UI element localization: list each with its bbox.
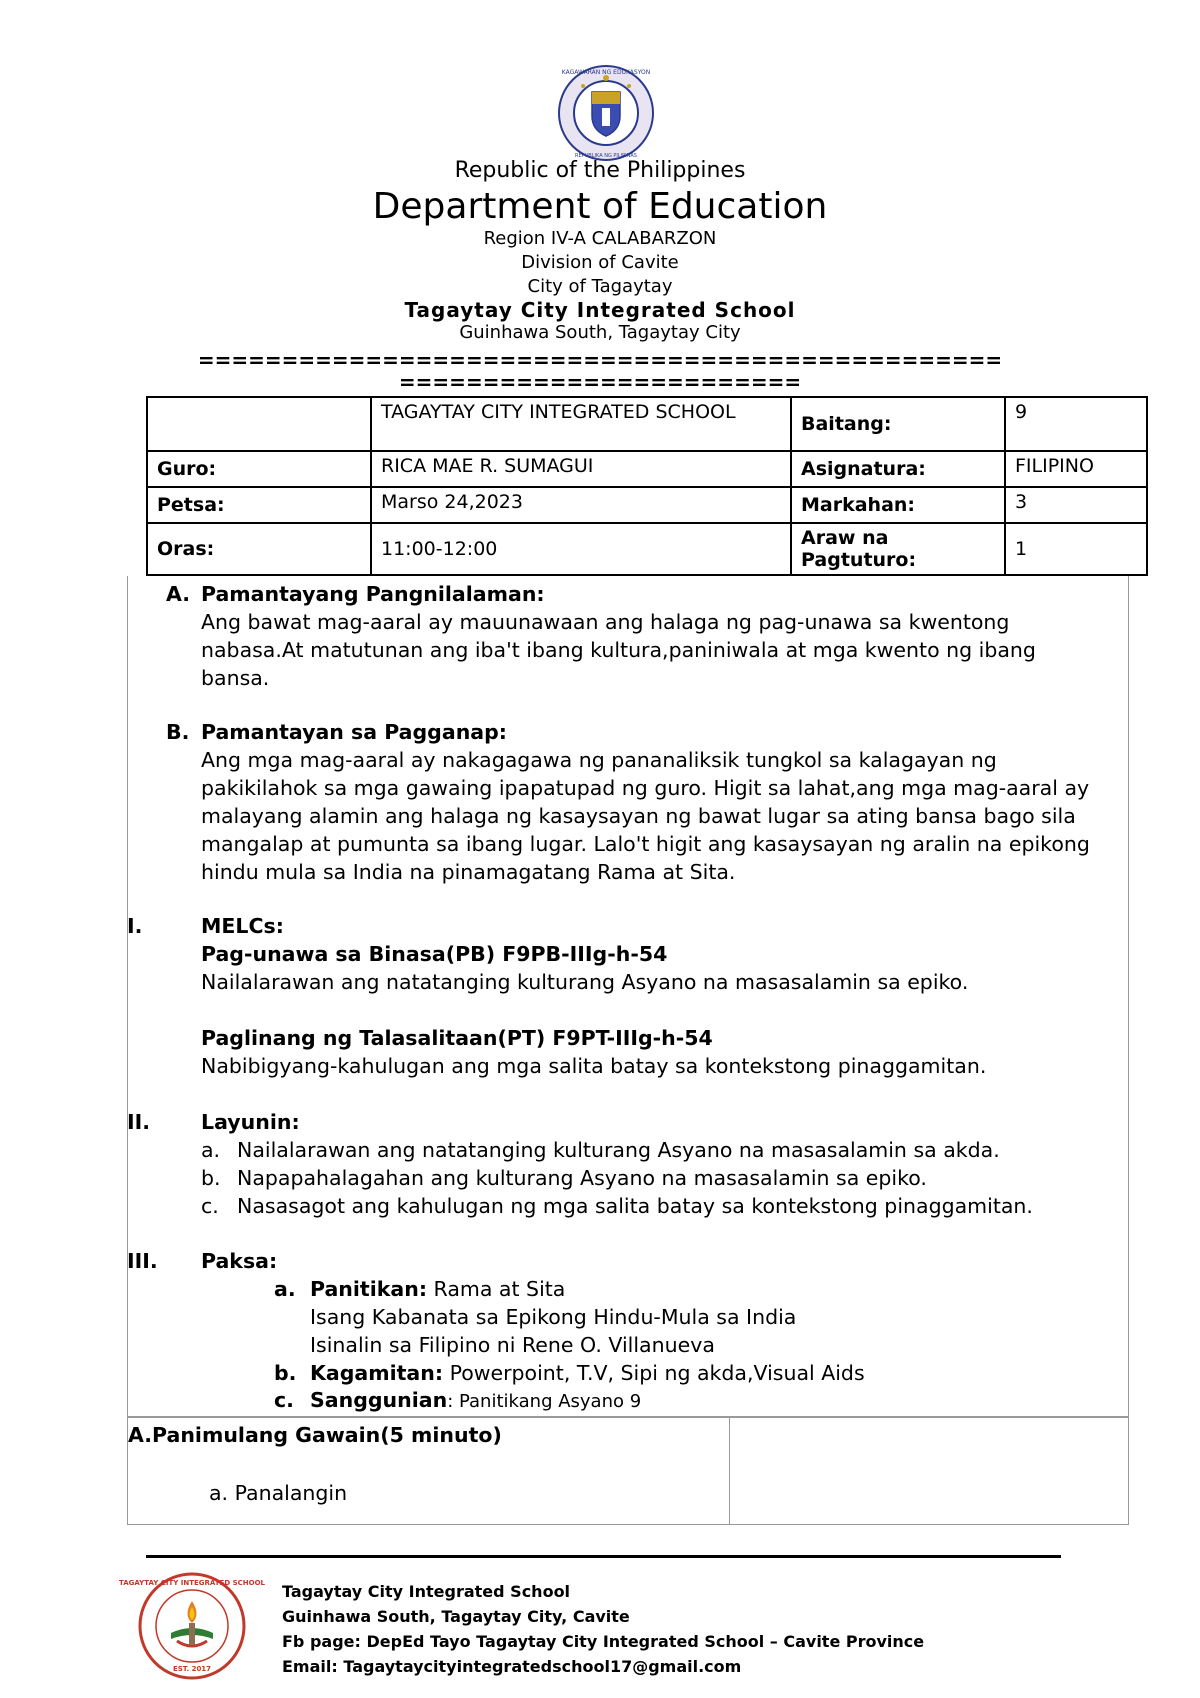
layunin-title: Layunin: <box>201 1110 300 1134</box>
section-a-line-3: bansa. <box>201 666 270 690</box>
lesson-info-table <box>146 396 1148 576</box>
araw-label <box>791 523 1005 575</box>
petsa-value: Marso 24,2023 <box>371 487 791 523</box>
footer-fb-page: Fb page: DepEd Tayo Tagaytay City Integrated School – Cavite Province <box>282 1632 925 1651</box>
paksa-item-b <box>310 1359 865 1387</box>
panitikan-label: Panitikan: <box>310 1277 428 1301</box>
section-b-title: Pamantayan sa Pagganap: <box>201 720 507 744</box>
kagamitan-value: Powerpoint, T.V, Sipi ng akda,Visual Aids <box>443 1361 865 1385</box>
section-b-line-3: malayang alamin ang halaga ng kasaysayan ng bawat lugar sa ating bansa bago sila <box>201 804 1076 828</box>
empty-cell <box>147 397 371 451</box>
melcs-marker: I. <box>127 914 143 938</box>
section-a-line-1: Ang bawat mag-aaral ay mauunawaan ang halaga ng pag-unawa sa kwentong <box>201 610 1010 634</box>
asignatura-value: FILIPINO <box>1005 451 1147 487</box>
logo-est-text: EST. 2017 <box>172 1665 212 1673</box>
paksa-letter-a: a. <box>274 1277 296 1301</box>
paksa-item-c <box>310 1386 641 1416</box>
araw-label-line1: Araw na <box>801 527 889 549</box>
section-a-marker: A. <box>166 582 191 606</box>
melcs-pt-text: Nabibigyang-kahulugan ang mga salita batay sa kontekstong pinaggamitan. <box>201 1054 987 1078</box>
seal-text-bottom: REPUBLIKA NG PILIPINAS <box>575 153 637 159</box>
oras-value: 11:00-12:00 <box>371 523 791 575</box>
paksa-item-a <box>310 1275 565 1303</box>
section-a-line-2: nabasa.At matutunan ang iba't ibang kultura,paniniwala at mga kwento ng ibang <box>201 638 1036 662</box>
layunin-item-b: Napapahalagahan ang kulturang Asyano na masasalamin sa epiko. <box>237 1166 927 1190</box>
baitang-value: 9 <box>1005 397 1147 451</box>
paksa-letter-c: c. <box>274 1388 294 1412</box>
layunin-letter-b: b. <box>201 1166 221 1190</box>
guro-value: RICA MAE R. SUMAGUI <box>371 451 791 487</box>
sanggunian-value: : Panitikang Asyano 9 <box>447 1391 642 1412</box>
footer-rule <box>146 1555 1061 1558</box>
region-line: Region IV-A CALABARZON <box>483 228 717 249</box>
panimula-title: A.Panimulang Gawain(5 minuto) <box>128 1423 502 1447</box>
footer-email: Email: Tagaytaycityintegratedschool17@gmail.com <box>282 1657 742 1676</box>
panimula-item: a. Panalangin <box>209 1481 348 1505</box>
school-logo <box>119 1571 265 1681</box>
layunin-letter-a: a. <box>201 1138 221 1162</box>
paksa-item-a-line3: Isinalin sa Filipino ni Rene O. Villanueva <box>310 1333 715 1357</box>
melcs-pb-text: Nailalarawan ang natatanging kulturang Asyano na masasalamin sa epiko. <box>201 970 969 994</box>
paksa-marker: III. <box>127 1249 158 1273</box>
baitang-label: Baitang: <box>791 397 1005 451</box>
school-address: Guinhawa South, Tagaytay City <box>459 322 741 343</box>
paksa-letter-b: b. <box>274 1361 297 1385</box>
layunin-item-a: Nailalarawan ang natatanging kulturang Asyano na masasalamin sa akda. <box>237 1138 1000 1162</box>
sanggunian-label: Sanggunian <box>310 1388 448 1412</box>
republic-heading: Republic of the Philippines <box>454 158 746 183</box>
guro-label: Guro: <box>147 451 371 487</box>
section-b-marker: B. <box>166 720 190 744</box>
section-b-line-4: mangalap at pumunta sa ibang lugar. Lalo't higit ang kasaysayan ng aralin na epikong <box>201 832 1090 856</box>
separator-line: ================================================ <box>197 348 1003 372</box>
separator-line-2: ======================== <box>398 370 802 394</box>
markahan-value: 3 <box>1005 487 1147 523</box>
melcs-pb-title: Pag-unawa sa Binasa(PB) F9PB-IIIg-h-54 <box>201 942 668 966</box>
section-b-line-2: pakikilahok sa mga gawaing ipapatupad ng guro. Higit sa lahat,ang mga mag-aaral ay <box>201 776 1090 800</box>
paksa-title: Paksa: <box>201 1249 278 1273</box>
section-b-line-5: hindu mula sa India na pinamagatang Rama at Sita. <box>201 860 736 884</box>
division-line: Division of Cavite <box>521 252 679 273</box>
panitikan-value: Rama at Sita <box>427 1277 566 1301</box>
layunin-letter-c: c. <box>201 1194 219 1218</box>
school-cell: TAGAYTAY CITY INTEGRATED SCHOOL <box>371 397 791 451</box>
seal-text-top: KAGAWARAN NG EDUKASYON <box>561 69 651 76</box>
section-b-line-1: Ang mga mag-aaral ay nakagagawa ng pananaliksik tungkol sa kalagayan ng <box>201 748 997 772</box>
paksa-item-a-line2: Isang Kabanata sa Epikong Hindu-Mula sa India <box>310 1305 797 1329</box>
melcs-pt-title: Paglinang ng Talasalitaan(PT) F9PT-IIIg-h-54 <box>201 1026 713 1050</box>
araw-value: 1 <box>1005 523 1147 575</box>
petsa-label: Petsa: <box>147 487 371 523</box>
asignatura-label: Asignatura: <box>791 451 1005 487</box>
oras-label: Oras: <box>147 523 371 575</box>
deped-seal-logo <box>557 64 655 162</box>
logo-ring-text: TAGAYTAY CITY INTEGRATED SCHOOL <box>119 1579 265 1587</box>
layunin-item-c: Nasasagot ang kahulugan ng mga salita batay sa kontekstong pinaggamitan. <box>237 1194 1033 1218</box>
school-name: Tagaytay City Integrated School <box>404 298 796 322</box>
panimula-divider <box>729 1417 730 1525</box>
layunin-marker: II. <box>127 1110 151 1134</box>
markahan-label: Markahan: <box>791 487 1005 523</box>
footer-school: Tagaytay City Integrated School <box>282 1582 571 1601</box>
department-title: Department of Education <box>372 186 828 227</box>
kagamitan-label: Kagamitan: <box>310 1361 444 1385</box>
footer-address: Guinhawa South, Tagaytay City, Cavite <box>282 1607 630 1626</box>
melcs-title: MELCs: <box>201 914 284 938</box>
araw-label-line2: Pagtuturo: <box>801 549 917 571</box>
section-a-title: Pamantayang Pangnilalaman: <box>201 582 545 606</box>
city-line: City of Tagaytay <box>527 276 673 297</box>
